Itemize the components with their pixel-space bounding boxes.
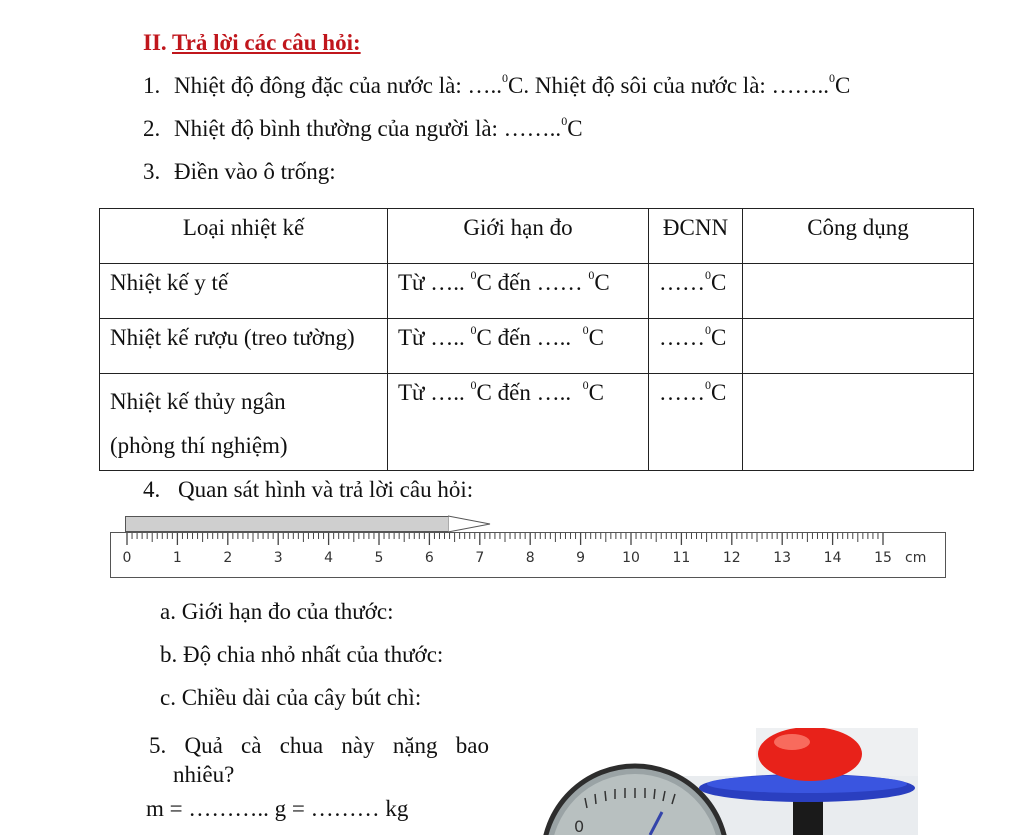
ruler-unit: cm: [905, 550, 927, 566]
q2-text: Nhiệt độ bình thường của người là: ……..: [174, 116, 562, 141]
dcnn-unit: C: [711, 270, 727, 295]
type-cell: [100, 264, 388, 319]
range-from: Từ …..: [398, 380, 465, 405]
thermometer-table: [99, 208, 974, 471]
ruler-label: 2: [223, 550, 233, 566]
type-cell: [100, 374, 388, 471]
section-heading: [143, 31, 361, 54]
header-dcnn: ĐCNN: [662, 215, 729, 240]
type-cell: [100, 319, 388, 374]
dcnn-cell: [649, 264, 743, 319]
question-2: [143, 114, 583, 141]
range-cell: [388, 264, 649, 319]
q3-number: 3.: [143, 159, 161, 184]
question-1: [143, 71, 851, 98]
use-text: [743, 264, 973, 270]
degree-mark: 0: [502, 71, 509, 85]
type-text-line2: (phòng thí nghiệm): [110, 432, 288, 458]
ruler-label: 5: [374, 550, 384, 566]
question-4a: a. Giới hạn đo của thước:: [160, 599, 394, 624]
q1-part2: C. Nhiệt độ sôi của nước là: ……..: [508, 73, 830, 98]
degree-mark: 0: [561, 114, 568, 128]
degree-mark: 0: [705, 378, 711, 392]
ruler-label: 7: [475, 550, 485, 566]
ruler-label: 0: [122, 550, 132, 566]
degree-mark: 0: [582, 378, 589, 392]
ruler-label: 8: [525, 550, 535, 566]
ruler-label: 3: [273, 550, 283, 566]
ruler-label: 11: [672, 550, 691, 566]
table-row: [100, 374, 974, 471]
header-use: Công dụng: [807, 215, 909, 240]
q1-part3: C: [835, 73, 851, 98]
scale-illustration: [540, 728, 918, 835]
dcnn-blank: ……: [659, 270, 705, 295]
range-cell: [388, 374, 649, 471]
degree-mark: 0: [705, 268, 711, 282]
q3-text: Điền vào ô trống:: [174, 159, 336, 184]
degree-mark: 0: [470, 323, 477, 337]
q1-part1: Nhiệt độ đông đặc của nước là: …..: [174, 73, 503, 98]
ruler-label: 15: [874, 550, 892, 566]
type-text: Nhiệt kế thủy ngân: [110, 389, 286, 414]
dcnn-blank: ……: [659, 380, 705, 405]
q1-number: 1.: [143, 73, 161, 98]
range-mid: C đến …..: [476, 380, 572, 405]
pencil-body: [125, 516, 449, 532]
dcnn-unit: C: [711, 380, 727, 405]
pencil-tip: [448, 515, 494, 533]
question-5-line2: nhiêu?: [173, 762, 235, 787]
dcnn-unit: C: [711, 325, 727, 350]
table-row: [100, 264, 974, 319]
question-4c: c. Chiều dài của cây bút chì:: [160, 685, 422, 710]
dial-zero-label: 0: [574, 817, 585, 835]
header-cell: [388, 209, 649, 264]
q4-text: Quan sát hình và trả lời câu hỏi:: [178, 477, 474, 502]
use-text: [743, 374, 973, 380]
ruler-label: 6: [424, 550, 434, 566]
use-cell[interactable]: [743, 264, 974, 319]
ruler-label: 9: [576, 550, 586, 566]
ruler-label: 12: [722, 550, 741, 566]
ruler: [110, 532, 946, 578]
degree-mark: 0: [829, 71, 836, 85]
header-cell: [649, 209, 743, 264]
degree-mark: 0: [470, 268, 477, 282]
section-numeral: II.: [143, 30, 167, 55]
table-row: [100, 319, 974, 374]
range-from: Từ …..: [398, 270, 465, 295]
ruler-label: 4: [324, 550, 334, 566]
ruler-label: 10: [622, 550, 640, 566]
question-4: [143, 478, 473, 501]
type-text: Nhiệt kế y tế: [110, 270, 229, 295]
header-cell: [100, 209, 388, 264]
range-cell: [388, 319, 649, 374]
type-text: Nhiệt kế rượu (treo tường): [110, 325, 355, 350]
degree-mark: 0: [588, 268, 595, 282]
range-end: C: [594, 270, 610, 295]
scale-figure: [540, 728, 918, 835]
mass-formula: m = ……….. g = ……… kg: [146, 796, 409, 821]
range-mid: C đến ……: [476, 270, 583, 295]
dcnn-cell: [649, 319, 743, 374]
degree-mark: 0: [582, 323, 589, 337]
header-type: Loại nhiệt kế: [182, 215, 305, 240]
range-end: C: [588, 380, 604, 405]
ruler-label: 13: [773, 550, 792, 566]
degree-mark: 0: [705, 323, 711, 337]
degree-mark: 0: [470, 378, 477, 392]
question-3: [143, 160, 336, 183]
q2-number: 2.: [143, 116, 161, 141]
question-5-line1: 5. Quả cà chua này nặng bao: [149, 733, 489, 758]
table-header-row: [100, 209, 974, 264]
range-from: Từ …..: [398, 325, 465, 350]
ruler-label: 1: [172, 550, 182, 566]
dcnn-blank: ……: [659, 325, 705, 350]
ruler-label: 14: [823, 550, 842, 566]
dcnn-cell: [649, 374, 743, 471]
use-cell[interactable]: [743, 374, 974, 471]
use-text: [743, 319, 973, 325]
header-cell: [743, 209, 974, 264]
range-end: C: [588, 325, 604, 350]
question-4b: b. Độ chia nhỏ nhất của thước:: [160, 642, 444, 667]
q4-number: 4.: [143, 477, 161, 502]
tomato: [758, 728, 862, 781]
header-range: Giới hạn đo: [463, 215, 573, 240]
use-cell[interactable]: [743, 319, 974, 374]
range-mid: C đến …..: [476, 325, 572, 350]
q2-unit: C: [567, 116, 583, 141]
section-title: Trả lời các câu hỏi:: [172, 30, 361, 55]
